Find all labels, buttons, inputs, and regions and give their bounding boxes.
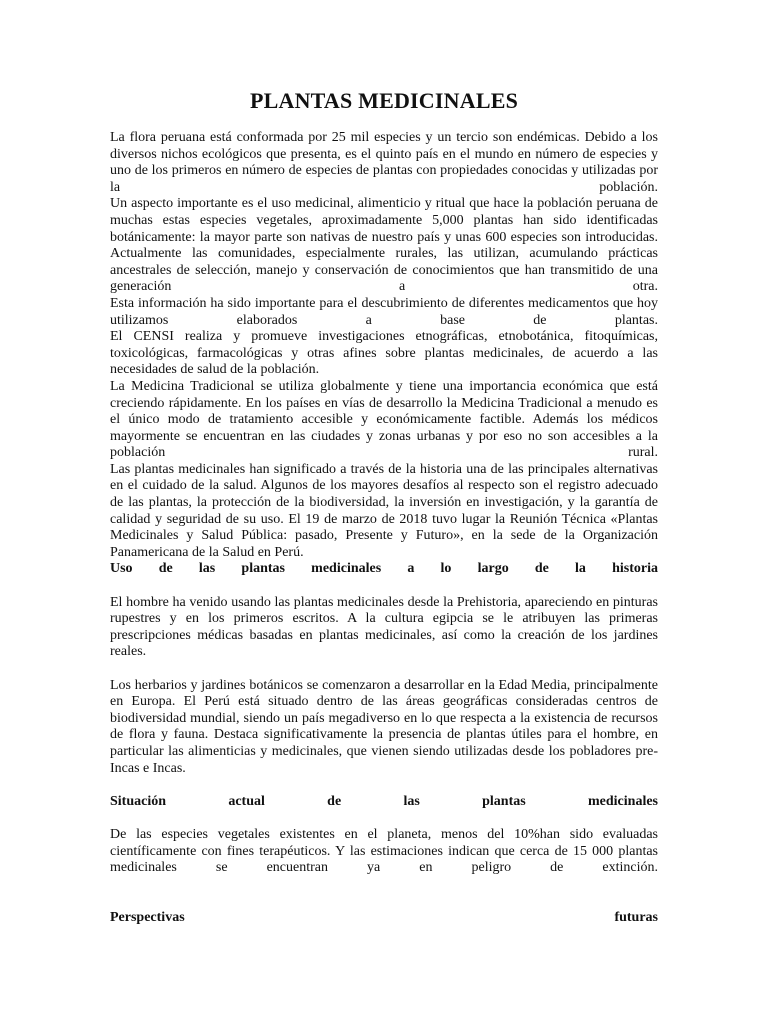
paragraph-uso-medicinal: Un aspecto importante es el uso medicinal, alimenticio y ritual que hace la población peruana de muchas estas especies vegetales, aproximadamente 5,000 plantas han sido identificadas botánicamente: la mayor parte son nativas de nuestro país y unas 600 especies son introducidas. Actualmente las comunidades, especialmente rurales, las utilizan, acumulando prácticas ancestrales de selección, manejo y conservación de conocimientos que han transmitido de una generación a otra.: [110, 196, 658, 295]
paragraph-desafios: Las plantas medicinales han significado a través de la historia una de las principales alternativas en el cuidado de la salud. Algunos de los mayores desafíos al respecto son el registro adecuado de las plantas, la protección de la biodiversidad, la inversión en investigación, y la garantía de calidad y seguridad de su uso. El 19 de marzo de 2018 tuvo lugar la Reunión Técnica «Plantas Medicinales y Salud Pública: pasado, Presente y Futuro», en la sede de la Organización Panamericana de la Salud en Perú.: [110, 461, 658, 560]
document-body: [110, 130, 658, 926]
section-heading-perspectivas: Perspectivas futuras: [110, 909, 658, 925]
paragraph-medicina-tradicional: La Medicina Tradicional se utiliza globalmente y tiene una importancia económica que está creciendo rápidamente. En los países en vías de desarrollo la Medicina Tradicional a menudo es el único modo de tratamiento accesible y económicamente factible. Además los médicos mayormente se encuentran en las ciudades y zonas urbanas y por eso no son accesibles a la población rural.: [110, 378, 658, 461]
paragraph-medicamentos: Esta información ha sido importante para el descubrimiento de diferentes medicamentos que hoy utilizamos elaborados a base de plantas.: [110, 295, 658, 328]
spacer: [110, 661, 658, 678]
paragraph-censi: El CENSI realiza y promueve investigaciones etnográficas, etnobotánica, fitoquímicas, toxicológicas, farmacológicas y otras afines sobre plantas medicinales, de acuerdo a las necesidades de salud de la población.: [110, 329, 658, 378]
paragraph-herbarios: Los herbarios y jardines botánicos se comenzaron a desarrollar en la Edad Media, principalmente en Europa. El Perú está situado dentro de las áreas geográficas consideradas centros de biodiversidad mundial, siendo un país megadiverso en lo que respecta a la existencia de recursos de flora y fauna. Destaca significativamente la presencia de plantas útiles para el hombre, en particular las alimenticias y medicinales, que vienen siendo utilizadas desde los pobladores pre-Incas e Incas.: [110, 677, 658, 776]
spacer: [110, 777, 658, 794]
paragraph-prehistoria: El hombre ha venido usando las plantas medicinales desde la Prehistoria, apareciendo en pinturas rupestres y en los primeros escritos. A la cultura egipcia se le atribuyen las primeras prescripciones médicas basadas en plantas medicinales, así como la creación de los jardines reales.: [110, 594, 658, 660]
paragraph-especies-evaluadas: De las especies vegetales existentes en el planeta, menos del 10%han sido evaluadas científicamente con fines terapéuticos. Y las estimaciones indican que cerca de 15 000 plantas medicinales se encuentran ya en peligro de extinción.: [110, 826, 658, 876]
section-heading-situacion: Situación actual de las plantas medicinales: [110, 793, 658, 809]
spacer: [110, 877, 658, 910]
document-title: PLANTAS MEDICINALES: [249, 88, 519, 113]
paragraph-flora: La flora peruana está conformada por 25 mil especies y un tercio son endémicas. Debido a los diversos nichos ecológicos que presenta, es el quinto país en el mundo en número de especies y uno de los primeros en número de especies de plantas con propiedades conocidas y utilizadas por la población.: [110, 130, 658, 195]
section-heading-historia: Uso de las plantas medicinales a lo largo de la historia: [110, 561, 658, 577]
spacer: [110, 578, 658, 595]
spacer: [110, 810, 658, 827]
